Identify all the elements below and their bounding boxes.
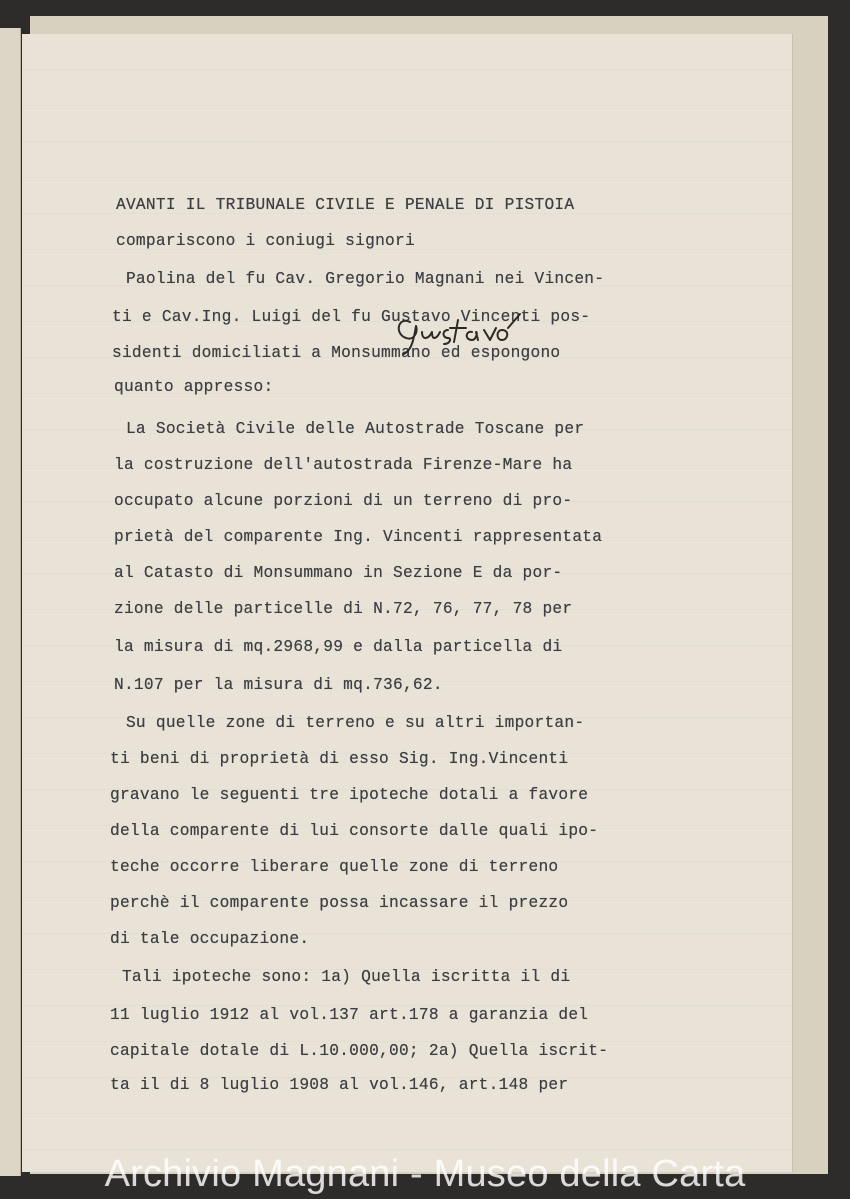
text-line-8: la costruzione dell'autostrada Firenze-Mare ha [114, 456, 573, 474]
text-line-19: teche occorre liberare quelle zone di terreno [110, 858, 559, 876]
text-line-16: ti beni di proprietà di esso Sig. Ing.Vincenti [110, 750, 569, 768]
text-line-6: quanto appresso: [114, 378, 274, 396]
text-line-15: Su quelle zone di terreno e su altri importan- [116, 714, 585, 732]
text-line-10: prietà del comparente Ing. Vincenti rappresentata [114, 528, 603, 546]
text-line-2: compariscono i coniugi signori [116, 232, 415, 250]
text-line-5: sidenti domiciliati a Monsummano ed espongono [112, 344, 561, 362]
text-line-25: ta il di 8 luglio 1908 al vol.146, art.148 per [110, 1076, 569, 1094]
text-line-11: al Catasto di Monsummano in Sezione E da por- [114, 564, 563, 582]
text-line-4: ti e Cav.Ing. Luigi del fu Gustavo Vincenti pos- [112, 308, 591, 326]
text-line-24: capitale dotale di L.10.000,00; 2a) Quella iscrit- [110, 1042, 609, 1060]
text-line-17: gravano le seguenti tre ipoteche dotali a favore [110, 786, 589, 804]
text-line-12: zione delle particelle di N.72, 76, 77, 78 per [114, 600, 573, 618]
adjacent-page-edge [0, 28, 21, 1176]
text-line-21: di tale occupazione. [110, 930, 310, 948]
heading-line: AVANTI IL TRIBUNALE CIVILE E PENALE DI PISTOIA [116, 196, 575, 214]
text-line-9: occupato alcune porzioni di un terreno di pro- [114, 492, 573, 510]
text-line-13: la misura di mq.2968,99 e dalla particella di [114, 638, 563, 656]
text-line-14: N.107 per la misura di mq.736,62. [114, 676, 443, 694]
text-line-23: 11 luglio 1912 al vol.137 art.178 a garanzia del [110, 1006, 589, 1024]
text-line-22: Tali ipoteche sono: 1a) Quella iscritta il di [112, 968, 571, 986]
text-line-3: Paolina del fu Cav. Gregorio Magnani nei Vincen- [116, 270, 605, 288]
text-line-20: perchè il comparente possa incassare il prezzo [110, 894, 569, 912]
archive-watermark: Archivio Magnani - Museo della Carta [104, 1153, 746, 1195]
text-line-18: della comparente di lui consorte dalle quali ipo- [110, 822, 599, 840]
text-line-7: La Società Civile delle Autostrade Toscane per [116, 420, 585, 438]
typewritten-page [22, 34, 792, 1172]
handwritten-gustavo-signature [392, 308, 522, 362]
